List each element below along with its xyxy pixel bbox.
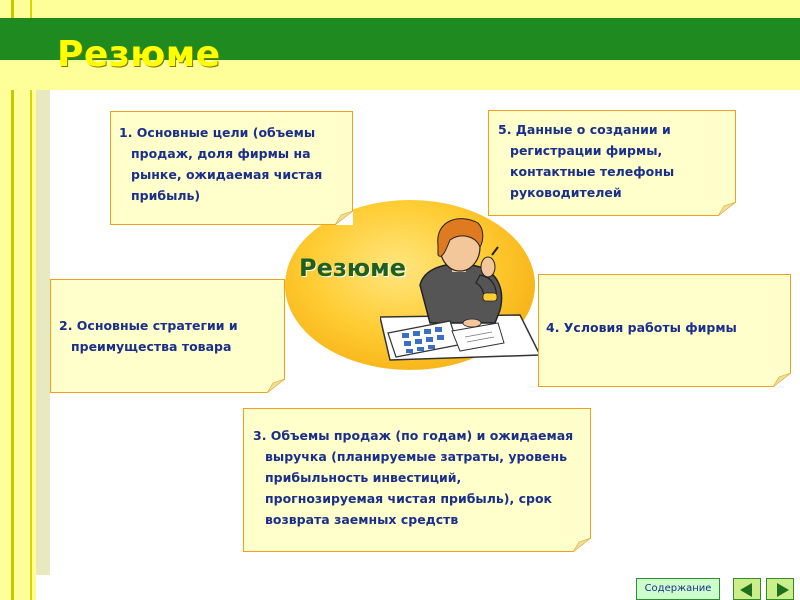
note-registration-text: 5. Данные о создании и регистрации фирмы, контактные телефоны руководителей	[498, 122, 675, 200]
note-strategies	[50, 279, 285, 393]
contents-button[interactable]: Содержание	[636, 578, 720, 600]
page-fold-icon	[718, 202, 736, 216]
content-shadow	[36, 90, 50, 575]
center-label: Резюме	[299, 254, 407, 282]
page-fold-icon	[267, 379, 285, 393]
page-fold-icon	[335, 211, 353, 225]
note-strategies-text: 2. Основные стратегии и преимущества товара	[59, 318, 238, 354]
arrow-left-icon	[738, 582, 758, 598]
arrow-right-icon	[771, 582, 791, 598]
left-bar-line	[11, 0, 14, 600]
left-bar-line-2	[30, 0, 32, 600]
note-goals-text: 1. Основные цели (объемы продаж, доля фирмы на рынке, ожидаемая чистая прибыль)	[119, 125, 323, 203]
note-conditions	[538, 274, 791, 387]
note-goals	[110, 111, 353, 225]
note-sales-text: 3. Объемы продаж (по годам) и ожидаемая выручка (планируемые затраты, уровень прибыльность инвестиций, прогнозируемая чистая прибыль), срок возврата заемных средств	[253, 428, 574, 527]
prev-slide-button[interactable]	[733, 578, 761, 600]
page-fold-icon	[773, 373, 791, 387]
page-title: Резюме	[57, 34, 221, 75]
top-band	[36, 0, 800, 18]
note-conditions-text: 4. Условия работы фирмы	[546, 320, 737, 335]
note-registration	[488, 110, 736, 216]
note-sales	[243, 408, 591, 552]
page-fold-icon	[573, 538, 591, 552]
next-slide-button[interactable]	[766, 578, 794, 600]
person-writing-illustration	[380, 205, 540, 365]
